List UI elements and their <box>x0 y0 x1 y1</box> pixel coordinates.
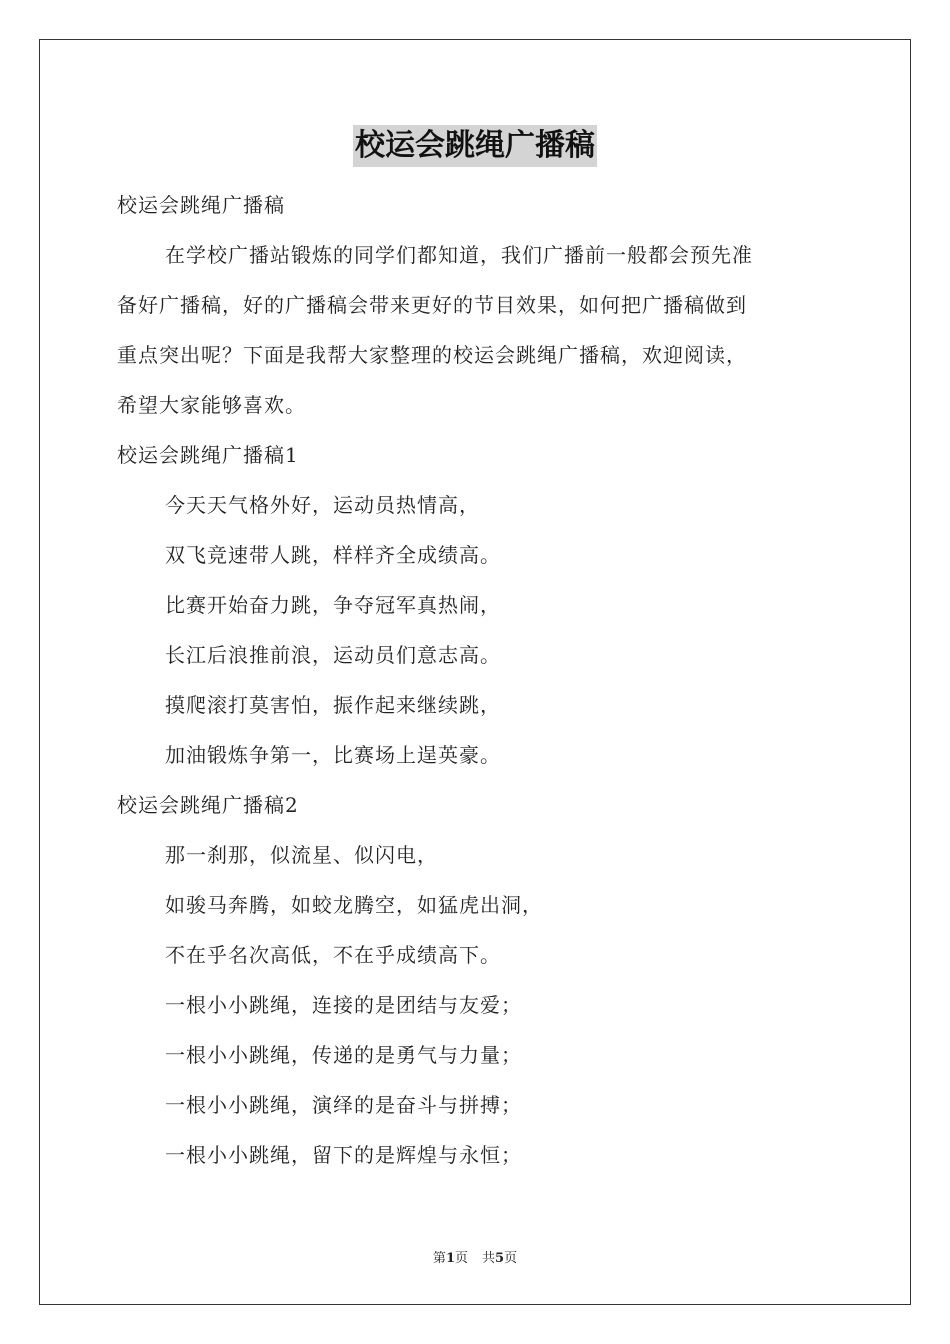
poem-line: 如骏马奔腾，如蛟龙腾空，如猛虎出洞， <box>165 893 543 917</box>
poem-line: 摸爬滚打莫害怕，振作起来继续跳， <box>165 693 501 717</box>
poem-line: 长江后浪推前浪，运动员们意志高。 <box>165 643 501 667</box>
section-heading: 校运会跳绳广播稿2 <box>117 793 299 817</box>
poem-line: 一根小小跳绳，留下的是辉煌与永恒； <box>165 1143 522 1167</box>
poem-line: 那一刹那，似流星、似闪电， <box>165 843 438 867</box>
page-number: 1 <box>445 1251 455 1266</box>
poem-line: 比赛开始奋力跳，争夺冠军真热闹， <box>165 593 501 617</box>
document-subtitle: 校运会跳绳广播稿 <box>117 193 285 217</box>
poem-line: 一根小小跳绳，连接的是团结与友爱； <box>165 993 522 1017</box>
document-body <box>117 180 837 1180</box>
total-pages: 5 <box>495 1251 505 1266</box>
section-heading: 校运会跳绳广播稿1 <box>117 443 299 467</box>
total-prefix: 共 <box>482 1251 496 1266</box>
intro-line: 在学校广播站锻炼的同学们都知道，我们广播前一般都会预先准 <box>165 243 753 267</box>
poem-line: 双飞竞速带人跳，样样齐全成绩高。 <box>165 543 501 567</box>
poem-line: 加油锻炼争第一，比赛场上逞英豪。 <box>165 743 501 767</box>
page-prefix: 第 <box>432 1251 446 1266</box>
total-suffix: 页 <box>504 1251 518 1266</box>
title-wrap <box>0 125 950 167</box>
document-title: 校运会跳绳广播稿 <box>353 125 597 167</box>
intro-line: 重点突出呢？下面是我帮大家整理的校运会跳绳广播稿，欢迎阅读， <box>117 343 747 367</box>
page-suffix: 页 <box>454 1251 468 1266</box>
intro-line: 希望大家能够喜欢。 <box>117 393 306 417</box>
page-footer <box>0 1247 950 1266</box>
poem-line: 一根小小跳绳，传递的是勇气与力量； <box>165 1043 522 1067</box>
poem-line: 不在乎名次高低，不在乎成绩高下。 <box>165 943 501 967</box>
poem-line: 一根小小跳绳，演绎的是奋斗与拼搏； <box>165 1093 522 1117</box>
intro-line: 备好广播稿，好的广播稿会带来更好的节目效果，如何把广播稿做到 <box>117 293 747 317</box>
poem-line: 今天天气格外好，运动员热情高， <box>165 493 480 517</box>
